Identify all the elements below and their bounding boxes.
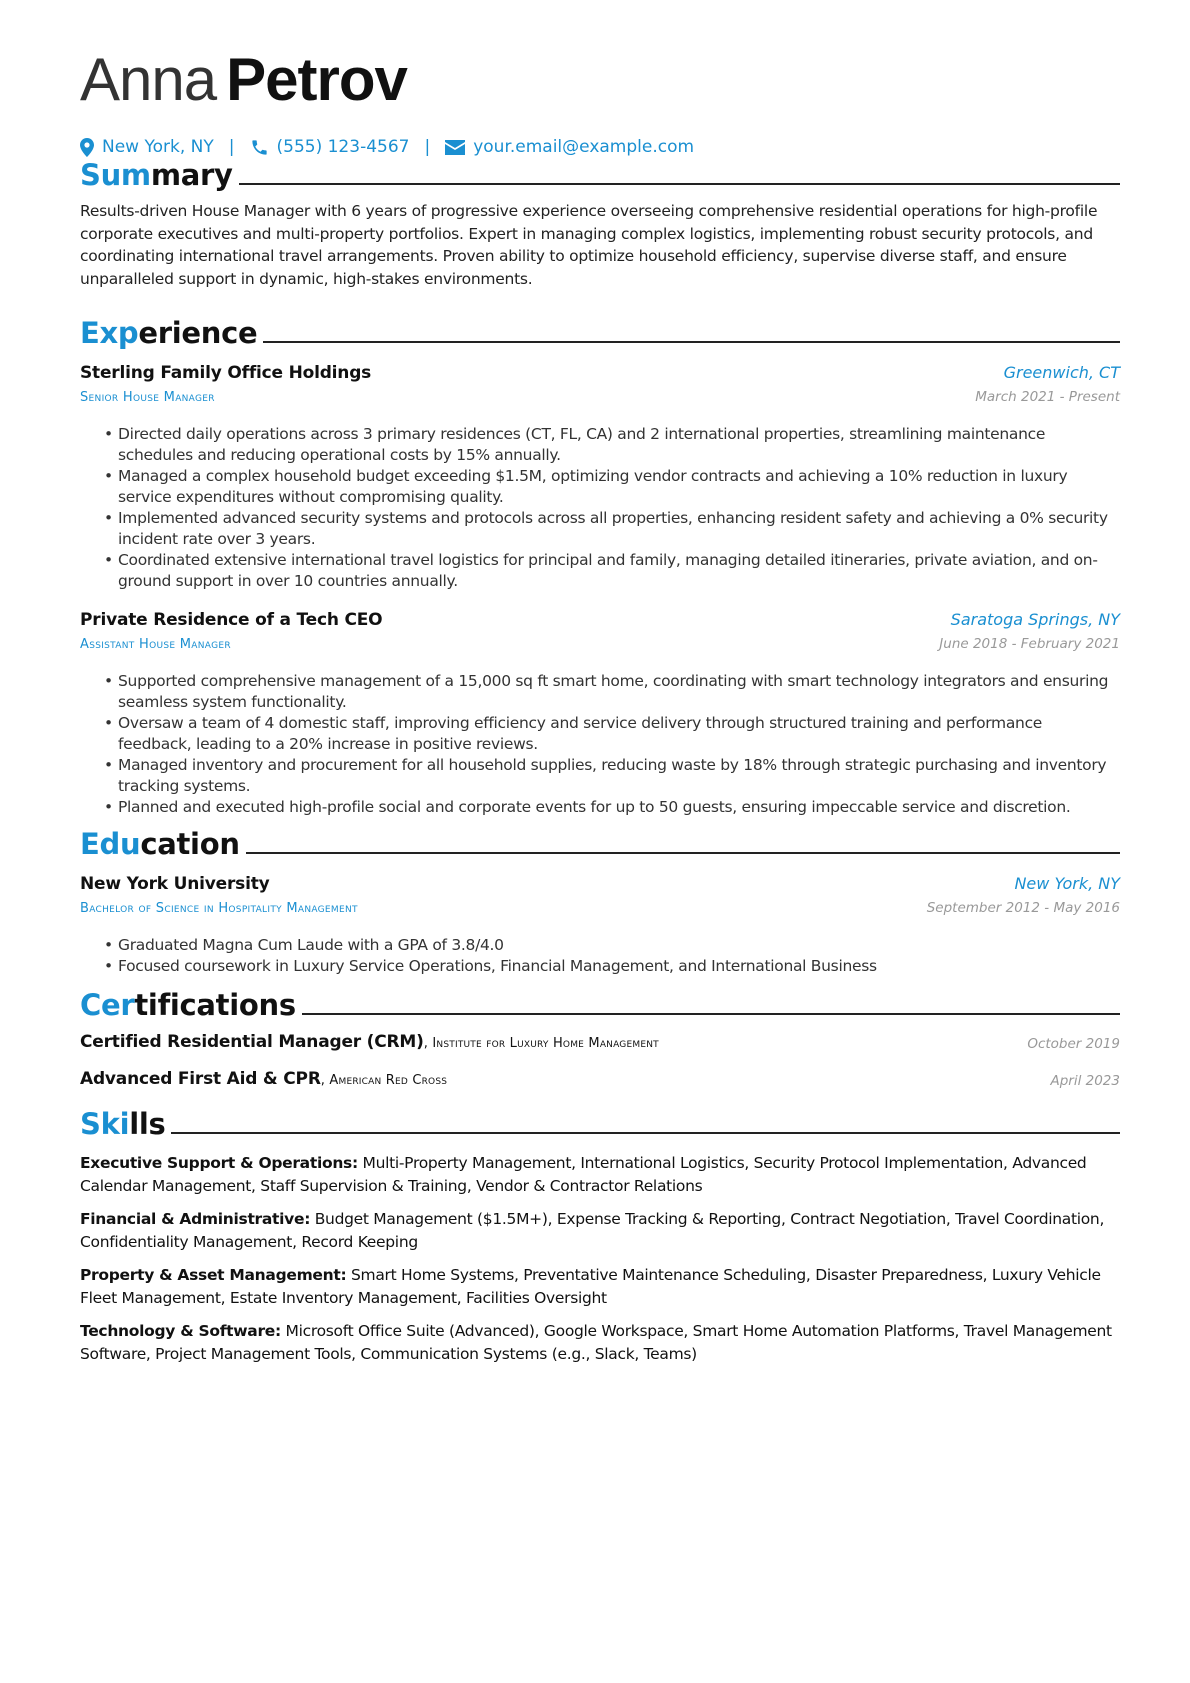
section-header-experience — [80, 315, 1120, 351]
job-org: Private Residence of a Tech CEO — [80, 610, 383, 630]
list-item: • Directed daily operations across 3 primary residences (CT, FL, CA) and 2 international properties, streamlining maintenance schedules and reducing operational costs by 15% annually. — [104, 424, 1112, 466]
contact-phone[interactable] — [250, 137, 410, 157]
section-header-summary — [80, 157, 1120, 193]
summary-text: Results-driven House Manager with 6 years of progressive experience overseeing comprehensive residential operations for high-profile corporate executives and multi-property portfolios. Expert in managing complex logistics, implementing robust security protocols, and coordinating international travel arrangements. Proven ability to optimize household efficiency, supervise diverse staff, and ensure unparalleled support in dynamic, high-stakes environments. — [80, 202, 1098, 288]
school-name: New York University — [80, 874, 270, 894]
education-dates: September 2012 - May 2016 — [926, 900, 1120, 916]
skill-label: Executive Support & Operations: — [80, 1154, 358, 1172]
section-divider — [239, 183, 1120, 185]
contact-email[interactable] — [445, 137, 694, 157]
section-title: Summary — [80, 158, 233, 192]
list-item: • Coordinated extensive international travel logistics for principal and family, managing detailed itineraries, private aviation, and on-ground support in over 10 countries annually. — [104, 550, 1112, 592]
section-header-certifications — [80, 987, 1120, 1023]
job-dates: March 2021 - Present — [975, 389, 1120, 405]
list-item: • Implemented advanced security systems and protocols across all properties, enhancing resident safety and achieving a 0% security incident rate over 3 years. — [104, 508, 1112, 550]
skill-label: Technology & Software: — [80, 1322, 281, 1340]
skill-group — [80, 1264, 1120, 1309]
contact-separator: | — [228, 137, 235, 157]
list-item: • Managed inventory and procurement for all household supplies, reducing waste by 18% through strategic purchasing and inventory tracking systems. — [104, 755, 1112, 797]
job-bullets — [104, 424, 1112, 592]
section-header-skills — [80, 1106, 1120, 1142]
certification-issuer: , American Red Cross — [320, 1073, 448, 1088]
skill-list: Multi-Property Management, International Logistics, Security Protocol Implementation, Advanced Calendar Management, Staff Supervision & Training, Vendor & Contractor Relations — [80, 1154, 1087, 1195]
list-item: • Focused coursework in Luxury Service Operations, Financial Management, and International Business — [104, 956, 1112, 977]
phone-icon — [250, 138, 269, 157]
last-name: Petrov — [226, 46, 407, 113]
list-item: • Oversaw a team of 4 domestic staff, improving efficiency and service delivery through structured training and performance feedback, leading to a 20% increase in positive reviews. — [104, 713, 1112, 755]
skill-list: Budget Management ($1.5M+), Expense Tracking & Reporting, Contract Negotiation, Travel Coordination, Confidentiality Management, Record Keeping — [80, 1210, 1105, 1251]
certification-issuer: , Institute for Luxury Home Management — [423, 1036, 659, 1051]
phone-text: (555) 123-4567 — [276, 137, 410, 157]
certification-date: April 2023 — [1050, 1073, 1120, 1089]
school-location: New York, NY — [1014, 874, 1120, 893]
email-text: your.email@example.com — [473, 137, 695, 157]
certification-item — [80, 1069, 1120, 1095]
job-location: Saratoga Springs, NY — [950, 610, 1120, 629]
job-location: Greenwich, CT — [1003, 363, 1120, 382]
section-divider — [263, 341, 1120, 343]
section-title: Certifications — [80, 988, 296, 1022]
job-role: Assistant House Manager — [80, 637, 231, 652]
skill-group — [80, 1208, 1120, 1253]
skill-group — [80, 1320, 1120, 1365]
skill-group — [80, 1152, 1120, 1197]
envelope-icon — [445, 140, 465, 155]
education-bullets — [104, 935, 1112, 977]
certification-date: October 2019 — [1027, 1036, 1120, 1052]
map-marker-icon — [80, 138, 94, 157]
certification-name: Advanced First Aid & CPR — [80, 1069, 321, 1089]
certification-name: Certified Residential Manager (CRM) — [80, 1032, 424, 1052]
contact-location — [80, 137, 214, 157]
list-item: • Managed a complex household budget exceeding $1.5M, optimizing vendor contracts and achieving a 10% reduction in luxury service expenditures without compromising quality. — [104, 466, 1112, 508]
list-item: • Supported comprehensive management of a 15,000 sq ft smart home, coordinating with smart technology integrators and ensuring seamless system functionality. — [104, 671, 1112, 713]
skill-label: Property & Asset Management: — [80, 1266, 347, 1284]
candidate-name — [80, 44, 407, 116]
job-role: Senior House Manager — [80, 390, 215, 405]
skill-list: Smart Home Systems, Preventative Maintenance Scheduling, Disaster Preparedness, Luxury Vehicle Fleet Management, Estate Inventory Management, Facilities Oversight — [80, 1266, 1101, 1307]
job-org: Sterling Family Office Holdings — [80, 363, 372, 383]
degree: Bachelor of Science in Hospitality Management — [80, 901, 358, 916]
section-title: Experience — [80, 316, 258, 350]
section-divider — [171, 1132, 1120, 1134]
location-text: New York, NY — [102, 137, 214, 157]
section-title: Skills — [80, 1107, 166, 1141]
list-item: • Planned and executed high-profile social and corporate events for up to 50 guests, ensuring impeccable service and discretion. — [104, 797, 1112, 818]
section-divider — [246, 852, 1120, 854]
job-bullets — [104, 671, 1112, 818]
certification-item — [80, 1032, 1120, 1058]
skill-label: Financial & Administrative: — [80, 1210, 311, 1228]
section-title: Education — [80, 827, 240, 861]
contact-separator: | — [424, 137, 431, 157]
job-dates: June 2018 - February 2021 — [939, 636, 1120, 652]
skill-list: Microsoft Office Suite (Advanced), Google Workspace, Smart Home Automation Platforms, Travel Management Software, Project Management Tools, Communication Systems (e.g., Slack, Teams) — [80, 1322, 1112, 1363]
section-header-education — [80, 826, 1120, 862]
first-name: Anna — [80, 46, 217, 113]
section-divider — [302, 1013, 1120, 1015]
list-item: • Graduated Magna Cum Laude with a GPA of 3.8/4.0 — [104, 935, 1112, 956]
